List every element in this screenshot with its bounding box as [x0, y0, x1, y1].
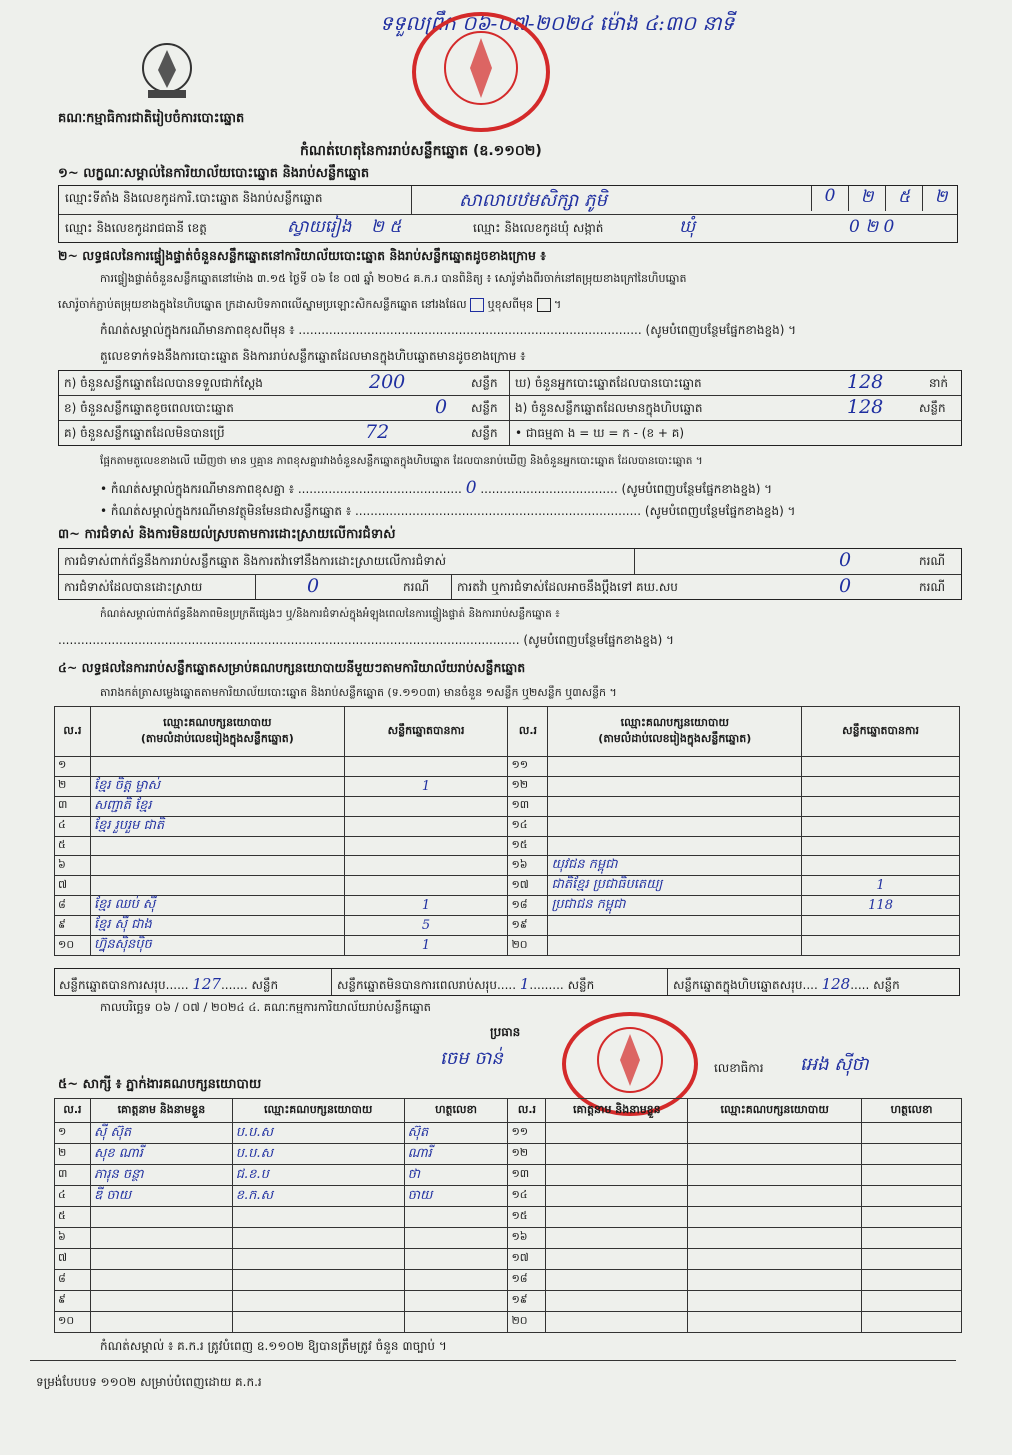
- fill-hint: (សូមបំពេញបន្ថែមផ្នែកខាងខ្នង) ។: [523, 633, 674, 647]
- objections-table: [58, 548, 962, 600]
- bullet1-label: • កំណត់សម្គាល់ក្នុងករណីមានភាពខុសគ្នា ៖: [100, 482, 295, 496]
- witness-no: ១៩: [508, 1291, 546, 1312]
- witness-no: ១០: [55, 1312, 91, 1333]
- party-votes: [344, 836, 508, 856]
- party-name: ហ្វ៊ុនស៊ិនប៉ិច: [90, 936, 344, 956]
- party-votes: [802, 916, 960, 936]
- witness-party: [688, 1249, 862, 1270]
- party-votes: 1: [802, 876, 960, 896]
- total-box-value: 128: [821, 975, 851, 993]
- party-votes: 118: [802, 896, 960, 916]
- witness-name: សុខ ណារី: [90, 1144, 232, 1165]
- section5-heading: ៥~ សាក្សី ៖ ភ្នាក់ងារគណបក្សនយោបាយ: [58, 1077, 262, 1092]
- received-label: ក) ចំនួនសន្លឹកឆ្នោតដែលបានទទួលជាក់ស្តែង: [64, 376, 263, 390]
- appeal-unit: ករណី: [919, 580, 946, 594]
- code-digit: ៥: [885, 186, 922, 211]
- party-name: ខ្មែរ រួបរួម ជាតិ: [90, 816, 344, 836]
- party-no: ១៧: [508, 876, 548, 896]
- section2-line2: សោរ៉ូចាក់ភ្ជាប់តម្រុយខាងក្នុងនៃហិបឆ្នោត ក្រដាសបិទភាពលើស្នាមប្រឡោះសិកសន្លឹកឆ្នោត នៅរងផែល ឬខុសពីមុន ។: [58, 298, 562, 311]
- table-row: [55, 856, 960, 876]
- witness-party: [688, 1270, 862, 1291]
- witness-no: ៤: [55, 1186, 91, 1207]
- voters-unit: នាក់: [929, 376, 949, 390]
- party-votes: 5: [344, 916, 508, 936]
- section5-note: កំណត់សម្គាល់ ៖ គ.ក.រ ត្រូវបំពេញ ឧ.១១០២ ឱ្យបានត្រឹមត្រូវ ចំនួន ៣ច្បាប់ ។: [100, 1339, 447, 1353]
- fill-hint: (សូមបំពេញបន្ថែមផ្នែកខាងខ្នង) ។: [621, 482, 773, 496]
- witness-name: [546, 1144, 688, 1165]
- witness-party: [688, 1228, 862, 1249]
- total-valid: សន្លឹកឆ្នោតបានការសរុប...... 127....... សន្លឹក: [59, 975, 279, 993]
- witness-no: ១: [55, 1123, 91, 1144]
- witness-party: [688, 1123, 862, 1144]
- footer-divider: [30, 1360, 956, 1361]
- section2-line2-text: សោរ៉ូចាក់ភ្ជាប់តម្រុយខាងក្នុងនៃហិបឆ្នោត ក្រដាសបិទភាពលើស្នាមប្រឡោះសិកសន្លឹកឆ្នោត នៅរងផែល: [58, 298, 467, 311]
- party-name: [90, 876, 344, 896]
- witness-no: ១២: [508, 1144, 546, 1165]
- witness-party: [232, 1291, 404, 1312]
- witness-no: ៧: [55, 1249, 91, 1270]
- voters-value: 128: [847, 371, 884, 393]
- code-digit: 0: [811, 186, 848, 211]
- w-col-name-left: គោត្តនាម និងនាមខ្លួន: [90, 1099, 232, 1123]
- section2-line1: ការផ្ទៀងផ្ទាត់ចំនួនសន្លឹកឆ្នោតនៅម៉ោង ៣.១៥ ថ្ងៃទី ០៦ ខែ ០៧ ឆ្នាំ ២០២៤ គ.ក.រ បានពិនិត្យ ៖ សោរ៉ូទាំងពីរចាក់នៅតម្រុយខាងក្រៅនៃហិបឆ្នោត: [100, 272, 687, 285]
- appeal-label: ការតវ៉ា ឬការជំទាស់ដែលអាចនឹងប្តឹងទៅ គឃ.សប: [457, 580, 678, 594]
- witness-row: [55, 1144, 962, 1165]
- chair-signature: ចេម ចាន់: [440, 1048, 503, 1069]
- party-no: ២០: [508, 936, 548, 956]
- witness-row: [55, 1186, 962, 1207]
- total-box: សន្លឹកឆ្នោតក្នុងហិបឆ្នោតសរុប.... 128..... សន្លឹក: [673, 975, 900, 993]
- party-no: ៦: [55, 856, 91, 876]
- witness-no: ១៤: [508, 1186, 546, 1207]
- witness-row: [55, 1207, 962, 1228]
- voters-label: ឃ) ចំនួនអ្នកបោះឆ្នោតដែលបានបោះឆ្នោត: [515, 376, 702, 390]
- w-col-no-left: ល.រ: [55, 1099, 91, 1123]
- witness-signature: [404, 1207, 508, 1228]
- party-votes: [802, 757, 960, 777]
- witness-party: [232, 1207, 404, 1228]
- col-votes-left: សន្លឹកឆ្នោតបានការ: [344, 707, 508, 757]
- objections-value: 0: [839, 549, 852, 571]
- note1-dots: ..........................................................................................: [298, 323, 642, 337]
- witness-signature: [404, 1249, 508, 1270]
- received-unit: សន្លឹក: [471, 376, 498, 390]
- section4-heading: ៤~ លទ្ធផលនៃការរាប់សន្លឹកឆ្នោតសម្រាប់គណបក្សនយោបាយនីមួយៗតាមការិយាល័យរាប់សន្លឹកឆ្នោត: [58, 660, 526, 675]
- results-table: [54, 706, 960, 956]
- witness-name: [90, 1312, 232, 1333]
- witness-no: ១៦: [508, 1228, 546, 1249]
- polling-station-code: [811, 186, 959, 211]
- party-name: [90, 856, 344, 876]
- code-digit: ២: [922, 186, 959, 211]
- witness-signature: [862, 1144, 962, 1165]
- party-name: ជាតិខ្មែរ ប្រជាធិបតេយ្យ: [548, 876, 802, 896]
- witness-signature: [862, 1228, 962, 1249]
- witness-table: [54, 1098, 962, 1333]
- party-no: ៤: [55, 816, 91, 836]
- ballot-counts-table: [58, 370, 962, 446]
- total-box-unit: សន្លឹក: [873, 978, 900, 992]
- party-name: [90, 757, 344, 777]
- section2-bullet2: [100, 503, 795, 521]
- fill-hint: (សូមបំពេញបន្ថែមផ្នែកខាងខ្នង) ។: [644, 504, 796, 518]
- witness-signature: [862, 1165, 962, 1186]
- party-name: [548, 757, 802, 777]
- party-no: ៨: [55, 896, 91, 916]
- witness-signature: [862, 1249, 962, 1270]
- witness-name: [546, 1123, 688, 1144]
- commune-name: ឃុំ: [679, 217, 696, 237]
- received-value: 200: [369, 371, 406, 393]
- table-row: [55, 836, 960, 856]
- witness-no: ១៥: [508, 1207, 546, 1228]
- province-code: ២ ៥: [371, 217, 402, 237]
- objections-label: ការជំទាស់ពាក់ព័ន្ធនឹងការរាប់សន្លឹកឆ្នោត និងការតវ៉ាទៅនឹងការដោះស្រាយលើការជំទាស់: [64, 554, 447, 568]
- table-row: [55, 936, 960, 956]
- total-valid-unit: សន្លឹក: [251, 978, 279, 992]
- witness-row: [55, 1312, 962, 1333]
- in-box-unit: សន្លឹក: [919, 401, 946, 415]
- party-votes: [344, 757, 508, 777]
- party-name: [548, 836, 802, 856]
- witness-no: ១៣: [508, 1165, 546, 1186]
- witness-signature: ស៊ុត: [404, 1123, 508, 1144]
- party-no: ១៩: [508, 916, 548, 936]
- witness-party: [688, 1144, 862, 1165]
- party-no: ១៨: [508, 896, 548, 916]
- witness-row: [55, 1291, 962, 1312]
- witness-party: [232, 1312, 404, 1333]
- table-row: [55, 816, 960, 836]
- party-name: [548, 916, 802, 936]
- section1-row1-value: សាលាបឋមសិក្សា ភូមិ: [459, 190, 607, 211]
- witness-party: ប.ប.ស: [232, 1144, 404, 1165]
- party-name: [548, 776, 802, 796]
- witness-signature: [404, 1291, 508, 1312]
- party-no: ៣: [55, 796, 91, 816]
- witness-no: ១៧: [508, 1249, 546, 1270]
- commune-code: 0 ២ 0: [849, 217, 895, 237]
- section4-subline: តារាងកត់ត្រាសម្លេងឆ្នោតតាមការិយាល័យបោះឆ្នោត និងរាប់សន្លឹកឆ្នោត (ទ.១១០៣) មានចំនួន ១សន្លឹក ឬ២សន្លឹក ឬ៣សន្លឹក ។: [100, 686, 617, 699]
- witness-party: [688, 1165, 862, 1186]
- witness-party: [232, 1270, 404, 1291]
- party-name: [548, 796, 802, 816]
- party-name: [90, 836, 344, 856]
- witness-name: [90, 1207, 232, 1228]
- party-votes: 1: [344, 776, 508, 796]
- total-invalid-label: សន្លឹកឆ្នោតមិនបានការពេលរាប់សរុប: [337, 978, 497, 992]
- spoiled-label: ខ) ចំនួនសន្លឹកឆ្នោតខូចពេលបោះឆ្នោត: [64, 401, 234, 415]
- party-name: ខ្មែរ ចិត្ត ម្ចាស់: [90, 776, 344, 796]
- party-votes: [344, 876, 508, 896]
- section2-note1: [100, 322, 796, 340]
- bullet1-value: 0: [465, 478, 477, 498]
- section1-row1-label: ឈ្មោះទីតាំង និងលេខកូដការិ.បោះឆ្នោត និងរាប់សន្លឹកឆ្នោត: [65, 191, 323, 205]
- party-no: ៩: [55, 916, 91, 936]
- col-no-left: ល.រ: [55, 707, 91, 757]
- witness-party: [688, 1207, 862, 1228]
- section2-bullet1: [100, 478, 772, 499]
- section2-line2-tail: ឬខុសពីមុន: [487, 298, 534, 311]
- section1-table: [58, 185, 958, 243]
- total-valid-value: 127: [192, 975, 221, 993]
- resolved-label: ការជំទាស់ដែលបានដោះស្រាយ: [64, 580, 203, 594]
- party-votes: [802, 936, 960, 956]
- section2-check-line: ផ្អែកតាមតួលេខខាងលើ ឃើញថា មាន ឬគ្មាន ភាពខុសគ្នារវាងចំនួនសន្លឹកឆ្នោតក្នុងហិបឆ្នោត ដែលបានរាប់ឃើញ និងចំនួនអ្នកបោះឆ្នោត ដែលបានបោះឆ្នោត ។: [100, 455, 703, 467]
- witness-name: ឌី ចាយ: [90, 1186, 232, 1207]
- witness-no: ១៨: [508, 1270, 546, 1291]
- province-name: ស្វាយរៀង: [287, 217, 352, 237]
- party-votes: 1: [344, 936, 508, 956]
- witness-signature: [404, 1228, 508, 1249]
- section3-dots: .........................................................................................................................: [58, 633, 520, 647]
- party-no: ១: [55, 757, 91, 777]
- witness-signature: ចាយ: [404, 1186, 508, 1207]
- party-votes: [802, 796, 960, 816]
- w-col-sign-right: ហត្ថលេខា: [862, 1099, 962, 1123]
- witness-name: [546, 1270, 688, 1291]
- code-digit: ២: [848, 186, 885, 211]
- footer-text: ទម្រង់បែបបទ ១១០២ សម្រាប់បំពេញដោយ គ.ក.រ: [36, 1375, 262, 1389]
- unused-value: 72: [365, 421, 390, 443]
- section1-heading: ១~ លក្ខណៈសម្គាល់នៃការិយាល័យបោះឆ្នោត និងរាប់សន្លឹកឆ្នោត: [58, 166, 370, 181]
- witness-name: [546, 1312, 688, 1333]
- witness-party: ជ.ខ.ប: [232, 1165, 404, 1186]
- fill-hint: (សូមបំពេញបន្ថែមផ្នែកខាងខ្នង) ។: [645, 323, 797, 337]
- party-no: ១៦: [508, 856, 548, 876]
- witness-signature: [404, 1270, 508, 1291]
- party-name: ខ្មែរ ស៊ី ជាង: [90, 916, 344, 936]
- witness-row: [55, 1123, 962, 1144]
- witness-signature: [862, 1186, 962, 1207]
- bullet2-dots: ...........................................................................: [354, 504, 642, 518]
- witness-row: [55, 1270, 962, 1291]
- handwritten-receipt-note: ទទួលព្រឹក ០៦-០៧-២០២៤ ម៉ោង ៤:៣០ នាទី: [380, 11, 735, 35]
- witness-name: [546, 1228, 688, 1249]
- resolved-value: 0: [307, 575, 320, 597]
- section1-row2-label: ឈ្មោះ និងលេខកូដរាជធានី ខេត្ត: [65, 221, 207, 235]
- total-box-label: សន្លឹកឆ្នោតក្នុងហិបឆ្នោតសរុប: [673, 978, 803, 992]
- party-name: យុវជន កម្ពុជា: [548, 856, 802, 876]
- table-row: [55, 896, 960, 916]
- same-checkbox[interactable]: [470, 298, 484, 312]
- w-col-sign-left: ហត្ថលេខា: [404, 1099, 508, 1123]
- col-party-left: ឈ្មោះគណបក្សនយោបាយ (តាមលំដាប់លេខរៀងក្នុងសន្លឹកឆ្នោត): [90, 707, 344, 757]
- witness-no: ៥: [55, 1207, 91, 1228]
- in-box-value: 128: [847, 396, 884, 418]
- secretary-label: លេខាធិការ: [714, 1061, 764, 1075]
- section2-intro: តួលេខទាក់ទងនឹងការបោះឆ្នោត និងការរាប់សន្លឹកឆ្នោតដែលមានក្នុងហិបឆ្នោតមានដូចខាងក្រោម ៖: [100, 349, 526, 363]
- witness-signature: [862, 1312, 962, 1333]
- table-row: [55, 796, 960, 816]
- witness-no: ៩: [55, 1291, 91, 1312]
- formula: • ជាធម្មតា ង = ឃ = ក - (ខ + គ): [515, 426, 685, 440]
- witness-no: ២: [55, 1144, 91, 1165]
- witness-name: ភារុន ចន្ថា: [90, 1165, 232, 1186]
- witness-name: [90, 1228, 232, 1249]
- witness-party: [688, 1291, 862, 1312]
- party-no: ១២: [508, 776, 548, 796]
- party-no: ៥: [55, 836, 91, 856]
- date-line: កាលបរិច្ឆេទ ០៦ / ០៧ / ២០២៤ ៤. គណៈកម្មការការិយាល័យរាប់សន្លឹកឆ្នោត: [100, 1000, 431, 1014]
- spoiled-unit: សន្លឹក: [471, 401, 498, 415]
- witness-name: [546, 1291, 688, 1312]
- total-invalid-value: 1: [519, 975, 530, 993]
- document-title: កំណត់ហេតុនៃការរាប់សន្លឹកឆ្នោត (ឧ.១១០២): [300, 143, 542, 159]
- witness-row: [55, 1249, 962, 1270]
- section3-note: កំណត់សម្គាល់ពាក់ព័ន្ធនឹងភាពមិនប្រក្រតីផ្សេងៗ ឬ/និងការជំទាស់ក្នុងអំឡុងពេលនៃការផ្ទៀងផ្ទាត់ និងការរាប់សន្លឹកឆ្នោត ៖: [100, 608, 560, 620]
- party-name: ប្រជាជន កម្ពុជា: [548, 896, 802, 916]
- party-votes: [802, 836, 960, 856]
- table-row: [55, 916, 960, 936]
- party-votes: 1: [344, 896, 508, 916]
- witness-name: [90, 1249, 232, 1270]
- note1-label: កំណត់សម្គាល់ក្នុងករណីមានភាពខុសពីមុន ៖: [100, 323, 295, 337]
- col-no-right: ល.រ: [508, 707, 548, 757]
- section2-heading: ២~ លទ្ធផលនៃការផ្ទៀងផ្ទាត់ចំនួនសន្លឹកឆ្នោតនៅការិយាល័យបោះឆ្នោត និងរាប់សន្លឹកឆ្នោតដូចខាងក្រោម ៖: [58, 248, 546, 263]
- table-row: [55, 757, 960, 777]
- party-name: [548, 936, 802, 956]
- witness-name: [90, 1291, 232, 1312]
- witness-signature: [862, 1270, 962, 1291]
- party-name: ខ្មែរ ឈប់ ស៊ី: [90, 896, 344, 916]
- appeal-value: 0: [839, 575, 852, 597]
- spoiled-value: 0: [435, 396, 448, 418]
- witness-name: [546, 1186, 688, 1207]
- witness-signature: [862, 1291, 962, 1312]
- org-name: គណៈកម្មាធិការជាតិរៀបចំការបោះឆ្នោត: [58, 111, 245, 126]
- witness-party: ប.ប.ស: [232, 1123, 404, 1144]
- party-no: ១៣: [508, 796, 548, 816]
- bullet1-dots-2: ....................................: [480, 482, 618, 496]
- unused-label: គ) ចំនួនសន្លឹកឆ្នោតដែលមិនបានប្រើ: [64, 426, 225, 440]
- col-votes-right: សន្លឹកឆ្នោតបានការ: [802, 707, 960, 757]
- witness-row: [55, 1165, 962, 1186]
- party-votes: [344, 796, 508, 816]
- commune-label: ឈ្មោះ និងលេខកូដឃុំ សង្កាត់: [473, 221, 604, 235]
- witness-signature: [404, 1312, 508, 1333]
- totals-row: [54, 968, 960, 996]
- chair-label: ប្រធាន: [490, 1025, 521, 1039]
- resolved-unit: ករណី: [403, 580, 430, 594]
- witness-no: ១១: [508, 1123, 546, 1144]
- witness-name: [546, 1207, 688, 1228]
- party-no: ១៥: [508, 836, 548, 856]
- w-col-name-right: គោត្តនាម និងនាមខ្លួន: [546, 1099, 688, 1123]
- total-invalid-unit: សន្លឹក: [567, 978, 595, 992]
- party-name: សញ្ជាតិ ខ្មែរ: [90, 796, 344, 816]
- party-no: ៧: [55, 876, 91, 896]
- objections-unit: ករណី: [919, 554, 946, 568]
- party-votes: [802, 816, 960, 836]
- witness-no: ៣: [55, 1165, 91, 1186]
- witness-name: ស៊ី ស៊ុត: [90, 1123, 232, 1144]
- witness-no: ៦: [55, 1228, 91, 1249]
- party-votes: [802, 776, 960, 796]
- party-no: ១៤: [508, 816, 548, 836]
- witness-signature: [862, 1207, 962, 1228]
- bullet1-dots: ...........................................: [297, 482, 462, 496]
- witness-signature: [862, 1123, 962, 1144]
- witness-party: [232, 1228, 404, 1249]
- bullet2-label: • កំណត់សម្គាល់ក្នុងករណីមានវត្ថុមិនមែនជាសន្លឹកឆ្នោត ៖: [100, 504, 352, 518]
- secretary-signature: អេង ស៊ីថា: [800, 1054, 869, 1075]
- party-name: [548, 816, 802, 836]
- section3-dots-line: [58, 632, 674, 650]
- witness-party: [688, 1186, 862, 1207]
- party-no: ២: [55, 776, 91, 796]
- witness-party: [688, 1312, 862, 1333]
- witness-no: ២០: [508, 1312, 546, 1333]
- party-no: ១០: [55, 936, 91, 956]
- party-votes: [802, 856, 960, 876]
- unused-unit: សន្លឹក: [471, 426, 498, 440]
- w-col-party-right: ឈ្មោះគណបក្សនយោបាយ: [688, 1099, 862, 1123]
- total-invalid: សន្លឹកឆ្នោតមិនបានការពេលរាប់សរុប..... 1......... សន្លឹក: [337, 975, 595, 993]
- witness-name: [546, 1165, 688, 1186]
- official-stamp-top: [412, 12, 550, 132]
- witness-signature: ណារី: [404, 1144, 508, 1165]
- section3-heading: ៣~ ការជំទាស់ និងការមិនយល់ស្របតាមការដោះស្រាយលើការជំទាស់: [58, 527, 396, 542]
- party-no: ១១: [508, 757, 548, 777]
- witness-name: [90, 1270, 232, 1291]
- witness-party: ខ.ក.ស: [232, 1186, 404, 1207]
- total-valid-label: សន្លឹកឆ្នោតបានការសរុប: [59, 978, 166, 992]
- w-col-party-left: ឈ្មោះគណបក្សនយោបាយ: [232, 1099, 404, 1123]
- party-votes: [344, 816, 508, 836]
- in-box-label: ង) ចំនួនសន្លឹកឆ្នោតដែលមានក្នុងហិបឆ្នោត: [515, 401, 703, 415]
- witness-signature: ថា: [404, 1165, 508, 1186]
- col-party-right: ឈ្មោះគណបក្សនយោបាយ (តាមលំដាប់លេខរៀងក្នុងសន្លឹកឆ្នោត): [548, 707, 802, 757]
- witness-party: [232, 1249, 404, 1270]
- party-votes: [344, 856, 508, 876]
- table-row: [55, 876, 960, 896]
- w-col-no-right: ល.រ: [508, 1099, 546, 1123]
- witness-no: ៨: [55, 1270, 91, 1291]
- nec-logo: [138, 38, 196, 102]
- witness-name: [546, 1249, 688, 1270]
- table-row: [55, 776, 960, 796]
- witness-row: [55, 1228, 962, 1249]
- different-checkbox[interactable]: [537, 298, 551, 312]
